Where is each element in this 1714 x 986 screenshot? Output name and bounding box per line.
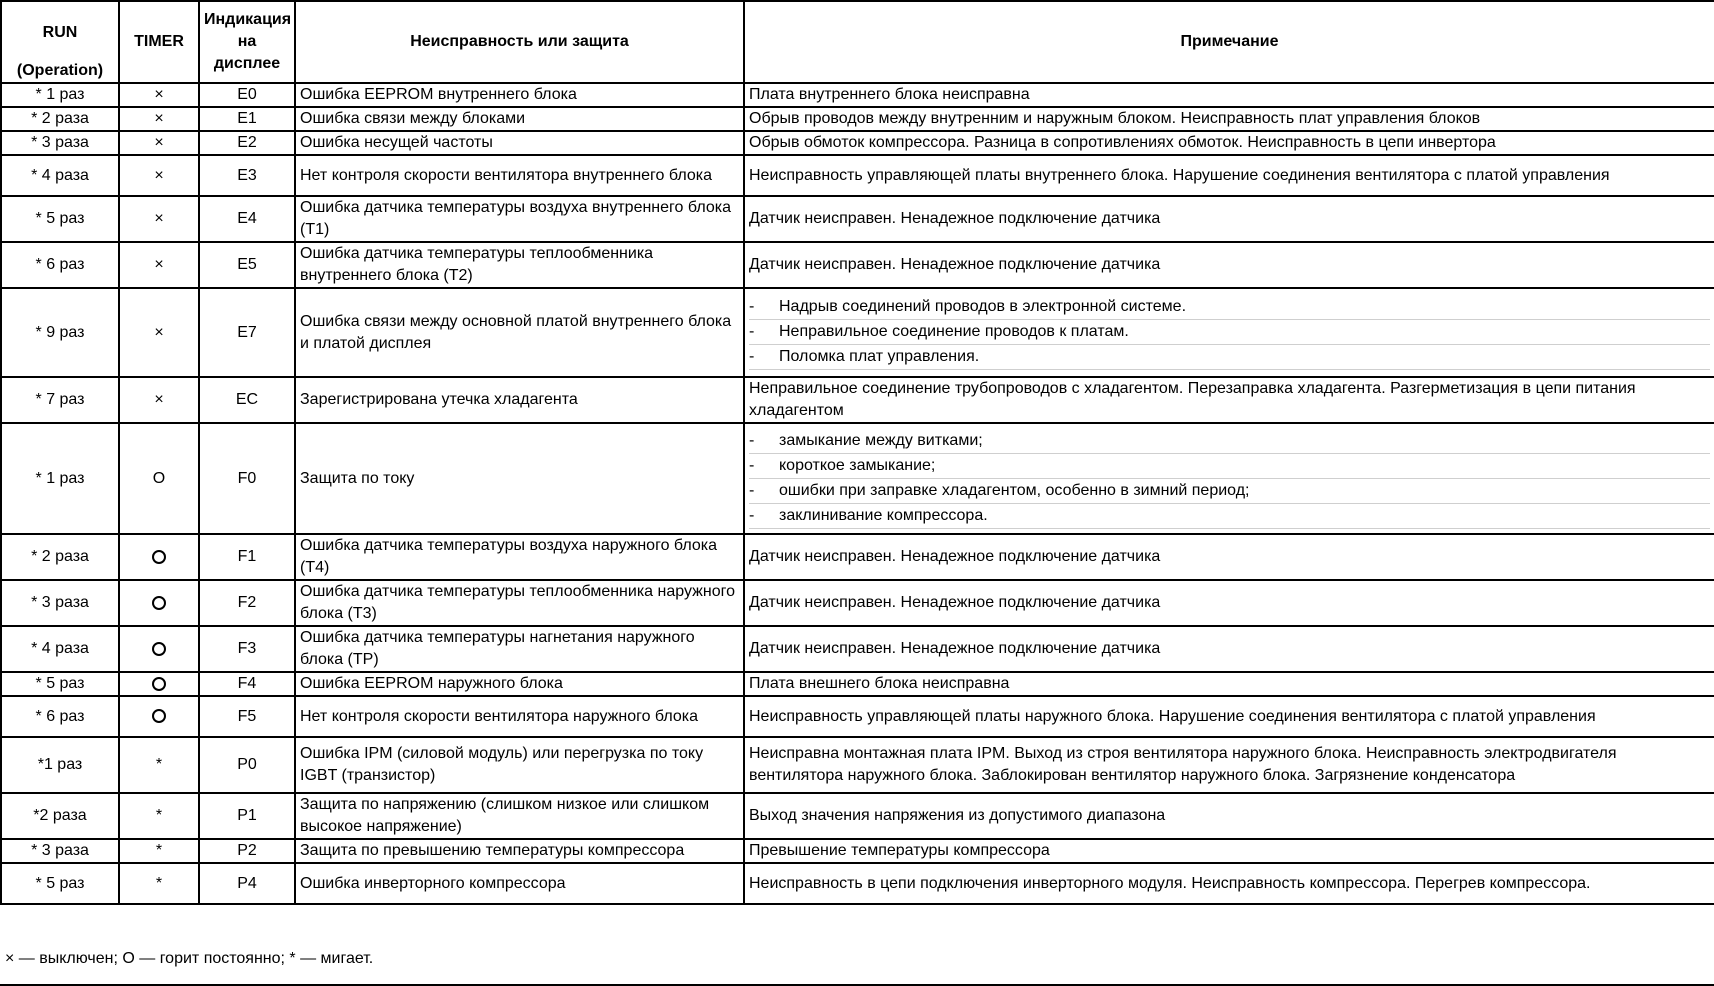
fault-cell: Ошибка датчика температуры нагнетания наружного блока (TP)	[295, 626, 744, 672]
code-cell: E3	[199, 155, 295, 196]
run-cell: * 9 раз	[1, 288, 119, 377]
timer-cell: ×	[119, 288, 199, 377]
header-run-sub: (Operation)	[16, 62, 104, 79]
run-cell: * 3 раза	[1, 131, 119, 155]
note-cell: Датчик неисправен. Ненадежное подключение датчика	[744, 626, 1714, 672]
run-cell: *2 раза	[1, 793, 119, 839]
code-cell: E7	[199, 288, 295, 377]
fault-cell: Ошибка связи между основной платой внутреннего блока и платой дисплея	[295, 288, 744, 377]
note-cell: Датчик неисправен. Ненадежное подключение датчика	[744, 242, 1714, 288]
run-cell: * 4 раза	[1, 155, 119, 196]
table-row	[1, 626, 1714, 672]
table-body	[1, 83, 1714, 904]
list-item	[749, 320, 1710, 345]
run-cell: * 4 раза	[1, 626, 119, 672]
note-cell: Плата внутреннего блока неисправна	[744, 83, 1714, 107]
run-cell: *1 раз	[1, 737, 119, 793]
table-row	[1, 839, 1714, 863]
run-cell: * 5 раз	[1, 196, 119, 242]
note-cell: Обрыв проводов между внутренним и наружным блоком. Неисправность плат управления блоков	[744, 107, 1714, 131]
note-cell: Датчик неисправен. Ненадежное подключение датчика	[744, 534, 1714, 580]
note-cell: Неправильное соединение трубопроводов с хладагентом. Перезаправка хладагента. Разгерметизация в цепи питания хладагентом	[744, 377, 1714, 423]
code-cell: E2	[199, 131, 295, 155]
table-row	[1, 737, 1714, 793]
note-cell: Плата внешнего блока неисправна	[744, 672, 1714, 696]
table-row	[1, 377, 1714, 423]
dash-marker: -	[749, 481, 755, 499]
run-cell: * 2 раза	[1, 534, 119, 580]
list-item	[749, 429, 1710, 454]
run-cell: * 5 раз	[1, 672, 119, 696]
list-item	[749, 345, 1710, 370]
header-fault: Неисправность или защита	[295, 1, 744, 83]
table-row	[1, 196, 1714, 242]
note-cell: Датчик неисправен. Ненадежное подключение датчика	[744, 580, 1714, 626]
dash-marker: -	[749, 348, 755, 365]
timer-cell: *	[119, 793, 199, 839]
run-cell: * 2 раза	[1, 107, 119, 131]
timer-cell: *	[119, 863, 199, 904]
fault-cell: Ошибка датчика температуры теплообменника наружного блока (T3)	[295, 580, 744, 626]
code-cell: F1	[199, 534, 295, 580]
list-item-text: замыкание между витками;	[779, 431, 983, 449]
fault-cell: Защита по превышению температуры компрессора	[295, 839, 744, 863]
header-run-label: RUN	[42, 24, 78, 41]
fault-cell: Ошибка несущей частоты	[295, 131, 744, 155]
code-cell: EC	[199, 377, 295, 423]
table-row	[1, 107, 1714, 131]
fault-cell: Нет контроля скорости вентилятора внутреннего блока	[295, 155, 744, 196]
legend-text: × — выключен; О — горит постоянно; * — мигает.	[5, 950, 374, 967]
code-cell: F0	[199, 423, 295, 534]
fault-cell: Ошибка EEPROM наружного блока	[295, 672, 744, 696]
timer-cell: ×	[119, 107, 199, 131]
note-cell	[744, 423, 1714, 534]
code-cell: F3	[199, 626, 295, 672]
fault-cell: Защита по напряжению (слишком низкое или слишком высокое напряжение)	[295, 793, 744, 839]
fault-cell: Ошибка датчика температуры воздуха внутреннего блока (T1)	[295, 196, 744, 242]
timer-cell	[119, 534, 199, 580]
fault-cell: Ошибка EEPROM внутреннего блока	[295, 83, 744, 107]
list-item-text: ошибки при заправке хладагентом, особенно в зимний период;	[779, 481, 1250, 499]
legend-row	[0, 938, 1714, 986]
table-row	[1, 288, 1714, 377]
timer-cell: ×	[119, 83, 199, 107]
note-list	[749, 295, 1710, 370]
fault-cell: Ошибка датчика температуры теплообменника внутреннего блока (T2)	[295, 242, 744, 288]
table-row	[1, 423, 1714, 534]
note-cell: Обрыв обмоток компрессора. Разница в сопротивлениях обмоток. Неисправность в цепи инвертора	[744, 131, 1714, 155]
timer-on-icon	[152, 642, 166, 656]
dash-marker: -	[749, 323, 755, 340]
dash-marker: -	[749, 298, 755, 315]
table-row	[1, 534, 1714, 580]
run-cell: * 6 раз	[1, 242, 119, 288]
list-item-text: заклинивание компрессора.	[779, 506, 988, 524]
note-cell	[744, 288, 1714, 377]
table-row	[1, 863, 1714, 904]
list-item-text: Надрыв соединений проводов в электронной системе.	[779, 298, 1187, 315]
run-cell: * 5 раз	[1, 863, 119, 904]
header-timer: TIMER	[119, 1, 199, 83]
table-row	[1, 242, 1714, 288]
table-row	[1, 696, 1714, 737]
fault-cell: Ошибка IPM (силовой модуль) или перегрузка по току IGBT (транзистор)	[295, 737, 744, 793]
list-item	[749, 504, 1710, 529]
timer-cell	[119, 580, 199, 626]
fault-cell: Нет контроля скорости вентилятора наружного блока	[295, 696, 744, 737]
run-cell: * 7 раз	[1, 377, 119, 423]
note-list	[749, 429, 1710, 529]
note-cell: Неисправна монтажная плата IPM. Выход из строя вентилятора наружного блока. Неисправность электродвигателя вентилятора наружного блока. Заблокирован вентилятор наружного блока. Загрязнение конденсатора	[744, 737, 1714, 793]
fault-cell: Зарегистрирована утечка хладагента	[295, 377, 744, 423]
table-row	[1, 83, 1714, 107]
code-cell: P0	[199, 737, 295, 793]
table-row	[1, 131, 1714, 155]
code-cell: F2	[199, 580, 295, 626]
code-cell: P1	[199, 793, 295, 839]
header-display: Индикация на дисплее	[199, 1, 295, 83]
fault-cell: Ошибка датчика температуры воздуха наружного блока (T4)	[295, 534, 744, 580]
list-item	[749, 454, 1710, 479]
note-cell: Неисправность в цепи подключения инверторного модуля. Неисправность компрессора. Перегрев компрессора.	[744, 863, 1714, 904]
timer-cell: *	[119, 839, 199, 863]
code-cell: E4	[199, 196, 295, 242]
header-note: Примечание	[744, 1, 1714, 83]
list-item	[749, 479, 1710, 504]
timer-cell: ×	[119, 242, 199, 288]
note-cell: Неисправность управляющей платы наружного блока. Нарушение соединения вентилятора с платой управления	[744, 696, 1714, 737]
timer-cell	[119, 626, 199, 672]
header-run	[1, 1, 119, 83]
note-cell: Датчик неисправен. Ненадежное подключение датчика	[744, 196, 1714, 242]
table-row	[1, 580, 1714, 626]
timer-on-icon	[152, 596, 166, 610]
dash-marker: -	[749, 456, 755, 474]
code-cell: E0	[199, 83, 295, 107]
dash-marker: -	[749, 431, 755, 449]
table-row	[1, 793, 1714, 839]
run-cell: * 3 раза	[1, 839, 119, 863]
timer-cell	[119, 696, 199, 737]
code-cell: F4	[199, 672, 295, 696]
timer-cell: ×	[119, 155, 199, 196]
code-cell: F5	[199, 696, 295, 737]
timer-cell: ×	[119, 131, 199, 155]
timer-on-icon	[152, 677, 166, 691]
code-cell: P2	[199, 839, 295, 863]
run-cell: * 6 раз	[1, 696, 119, 737]
code-cell: P4	[199, 863, 295, 904]
note-cell: Превышение температуры компрессора	[744, 839, 1714, 863]
fault-cell: Ошибка связи между блоками	[295, 107, 744, 131]
table-row	[1, 155, 1714, 196]
timer-cell: *	[119, 737, 199, 793]
list-item-text: Поломка плат управления.	[779, 348, 980, 365]
timer-cell: ×	[119, 196, 199, 242]
list-item-text: короткое замыкание;	[779, 456, 936, 474]
dash-marker: -	[749, 506, 755, 524]
fault-cell: Защита по току	[295, 423, 744, 534]
code-cell: E1	[199, 107, 295, 131]
run-cell: * 1 раз	[1, 423, 119, 534]
list-item-text: Неправильное соединение проводов к платам.	[779, 323, 1129, 340]
fault-cell: Ошибка инверторного компрессора	[295, 863, 744, 904]
run-cell: * 3 раза	[1, 580, 119, 626]
timer-on-icon	[152, 550, 166, 564]
header-row	[1, 1, 1714, 83]
note-cell: Выход значения напряжения из допустимого диапазона	[744, 793, 1714, 839]
timer-cell: ×	[119, 377, 199, 423]
note-cell: Неисправность управляющей платы внутреннего блока. Нарушение соединения вентилятора с платой управления	[744, 155, 1714, 196]
timer-cell: O	[119, 423, 199, 534]
run-cell: * 1 раз	[1, 83, 119, 107]
table-row	[1, 672, 1714, 696]
timer-cell	[119, 672, 199, 696]
list-item	[749, 295, 1710, 320]
code-cell: E5	[199, 242, 295, 288]
timer-on-icon	[152, 709, 166, 723]
